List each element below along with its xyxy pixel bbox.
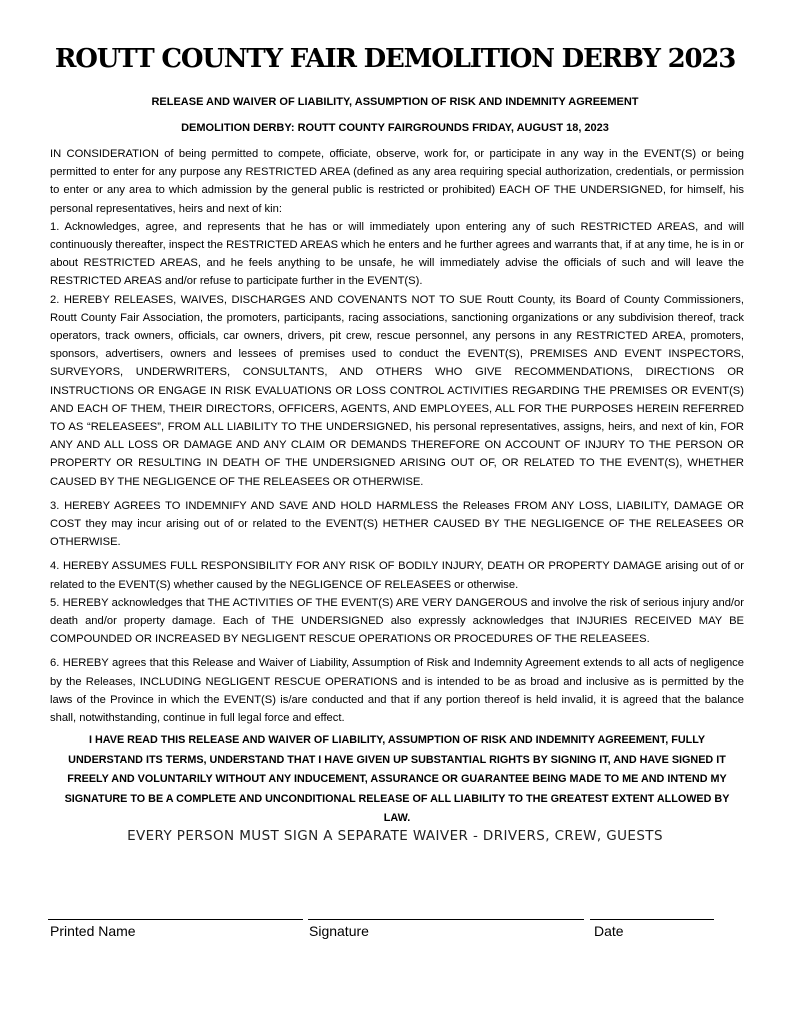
acknowledgement-paragraph: I HAVE READ THIS RELEASE AND WAIVER OF LIABILITY, ASSUMPTION OF RISK AND INDEMNITY AGREEMENT, FULLY UNDERSTAND ITS TERMS, UNDERSTAND THAT I HAVE GIVEN UP SUBSTANTIAL RIGHTS BY SIGNING IT, AND HAVE SIGNED IT FREELY AND VOLUNTARILY WITHOUT ANY INDUCEMENT, ASSURANCE OR GUARANTEE BEING MADE TO ME AND INTEND MY SIGNATURE TO BE A COMPLETE AND UNCONDITIONAL RELEASE OF ALL LIABILITY TO THE GREATEST EXTENT ALLOWED BY LAW.: [64, 734, 730, 825]
separate-waiver-notice: EVERY PERSON MUST SIGN A SEPARATE WAIVER - DRIVERS, CREW, GUESTS: [127, 828, 663, 844]
printed-name-line[interactable]: [48, 919, 303, 920]
waiver-body: [50, 145, 744, 829]
clause-6: 6. HEREBY agrees that this Release and Waiver of Liability, Assumption of Risk and Indemnity Agreement extends to all acts of negligence by the Releases, INCLUDING NEGLIGENT RESCUE OPERATIONS and is intended to be as broad and inclusive as is permitted by the laws of the Province in which the EVENT(S) is/are conducted and that if any portion thereof is held invalid, it is agreed that the balance shall, notwithstanding, continue in full legal force and effect.: [50, 657, 744, 725]
clause-2: 2. HEREBY RELEASES, WAIVES, DISCHARGES AND COVENANTS NOT TO SUE Routt County, its Board of County Commissioners, Routt County Fair Association, the promoters, participants, racing associations, sanctioning organizations or any subdivision thereof, track operators, track owners, officials, car owners, drivers, pit crew, rescue personnel, any persons in any RESTRICTED AREA, promoters, sponsors, advertisers, owners and lessees of premises used to conduct the EVENT(S), PREMISES AND EVENT INSPECTORS, SURVEYORS, UNDERWRITERS, CONSULTANTS, AND OTHERS WHO GIVE RECOMMENDATIONS, DIRECTIONS OR INSTRUCTIONS OR ENGAGE IN RISK EVALUATIONS OR LOSS CONTROL ACTIVITIES REGARDING THE PREMISES OR EVENT(S) AND EACH OF THEM, THEIR DIRECTORS, OFFICERS, AGENTS, AND EMPLOYEES, ALL FOR THE PURPOSES HEREIN REFERRED TO AS “RELEASEES”, FROM ALL LIABILITY TO THE UNDERSIGNED, his personal representatives, assigns, heirs, and next of kin, FOR ANY AND ALL LOSS OR DAMAGE AND ANY CLAIM OR DEMANDS THEREFORE ON ACCOUNT OF INJURY TO THE PERSON OR PROPERTY OR RESULTING IN DEATH OF THE UNDERSIGNED ARISING OUT OF, OR RELATED TO THE EVENT(S), WHETHER CAUSED BY THE NEGLIGENCE OF THE RELEASEES OR OTHERWISE.: [50, 293, 744, 488]
document-title: ROUTT COUNTY FAIR DEMOLITION DERBY 2023: [54, 44, 736, 74]
clause-5: 5. HEREBY acknowledges that THE ACTIVITIES OF THE EVENT(S) ARE VERY DANGEROUS and involve the risk of serious injury and/or death and/or property damage. Each of THE UNDERSIGNED also expressly acknowledges that INJURIES RECEIVED MAY BE COMPOUNDED OR INCREASED BY NEGLIGENT RESCUE OPERATIONS OR PROCEDURES OF THE RELEASEES.: [50, 596, 744, 646]
event-line: DEMOLITION DERBY: ROUTT COUNTY FAIRGROUNDS FRIDAY, AUGUST 18, 2023: [181, 122, 609, 134]
printed-name-label: Printed Name: [50, 923, 136, 939]
date-line[interactable]: [590, 919, 714, 920]
clause-1: 1. Acknowledges, agree, and represents that he has or will immediately upon entering any of such RESTRICTED AREAS, and will continuously thereafter, inspect the RESTRICTED AREAS which he enters and he further agrees and warrants that, if at any time, he is in or about RESTRICTED AREAS, and he feels anything to be unsafe, he will immediately advise the officials of such and will leave the RESTRICTED AREAS and/or refuse to participate further in the EVENT(S).: [50, 220, 744, 288]
signature-label: Signature: [309, 923, 369, 939]
clause-4: 4. HEREBY ASSUMES FULL RESPONSIBILITY FOR ANY RISK OF BODILY INJURY, DEATH OR PROPERTY DAMAGE arising out of or related to the EVENT(S) whether caused by the NEGLIGENCE OF RELEASEES or otherwise.: [50, 560, 744, 591]
signature-line[interactable]: [308, 919, 584, 920]
date-label: Date: [594, 923, 624, 939]
clause-3: 3. HEREBY AGREES TO INDEMNIFY AND SAVE AND HOLD HARMLESS the Releases FROM ANY LOSS, LIABILITY, DAMAGE OR COST they may incur arising out of or related to the EVENT(S) HETHER CAUSED BY THE NEGLIGENCE OF THE RELEASEES OR OTHERWISE.: [50, 499, 744, 549]
intro-paragraph: IN CONSIDERATION of being permitted to compete, officiate, observe, work for, or participate in any way in the EVENT(S) or being permitted to enter for any purpose any RESTRICTED AREA (defined as any area requiring special authorization, credentials, or permission to enter or any area to which admission by the general public is restricted or prohibited) EACH OF THE UNDERSIGNED, for himself, his personal representatives, heirs and next of kin:: [50, 148, 744, 215]
agreement-subtitle: RELEASE AND WAIVER OF LIABILITY, ASSUMPTION OF RISK AND INDEMNITY AGREEMENT: [151, 96, 639, 108]
